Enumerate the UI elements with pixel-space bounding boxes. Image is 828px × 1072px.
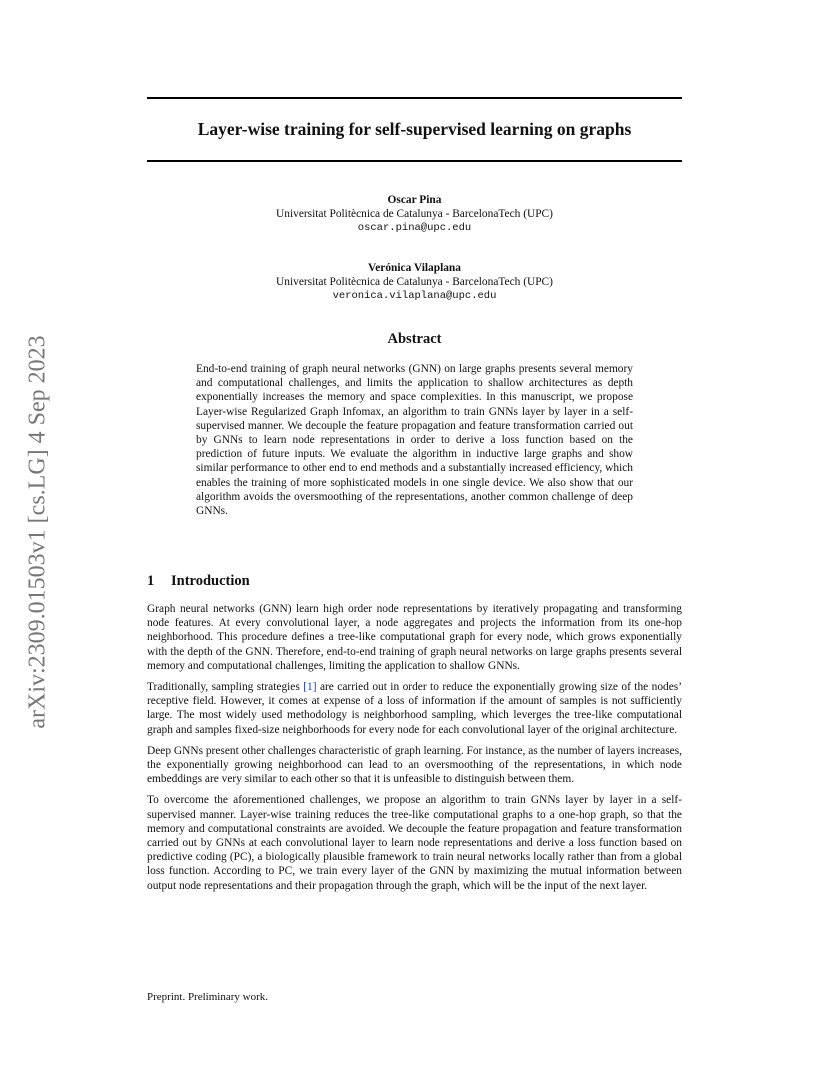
arxiv-sidebar-stamp: arXiv:2309.01503v1 [cs.LG] 4 Sep 2023 xyxy=(24,335,51,729)
author-name: Oscar Pina xyxy=(387,194,442,206)
author-block-2 xyxy=(147,261,682,303)
section-number: 1 xyxy=(147,573,155,589)
paragraph-text: Traditionally, sampling strategies xyxy=(147,681,304,694)
section-heading xyxy=(147,573,250,590)
paragraph-text: are carried out in order to reduce the exponentially growing size of the nodes’ receptive field. However, it comes at expense of a loss of information if the amount of samples is not sufficiently large. The most widely used methodology is neighborhood sampling, which leverges the tree-like computational graph and samples fixed-size neighborhoods for every node for each convolutional layer of the original architecture. xyxy=(147,681,683,736)
title-bottom-rule xyxy=(147,160,682,162)
author-affiliation: Universitat Politècnica de Catalunya - BarcelonaTech (UPC) xyxy=(276,276,553,288)
section-title: Introduction xyxy=(171,573,250,589)
footer-note: Preprint. Preliminary work. xyxy=(147,991,268,1003)
author-email[interactable]: oscar.pina@upc.edu xyxy=(357,222,472,234)
author-email[interactable]: veronica.vilaplana@upc.edu xyxy=(332,290,497,302)
paragraph: Graph neural networks (GNN) learn high order node representations by iteratively propagating and transforming node features. At every convolutional layer, a node aggregates and projects the information from its one-hop neighborhood. This procedure defines a tree-like computational graph for every node, which grows exponentially with the depth of the GNN. Therefore, end-to-end training of graph neural networks on large graphs presents several memory and computational challenges, limiting the application to shallow GNNs. xyxy=(147,603,682,672)
abstract-heading: Abstract xyxy=(387,331,442,347)
paragraph xyxy=(147,680,682,737)
paper-title: Layer-wise training for self-supervised learning on graphs xyxy=(197,119,632,139)
author-block-1 xyxy=(147,193,682,235)
paragraph: Deep GNNs present other challenges characteristic of graph learning. For instance, as the number of layers increases, the exponentially growing neighborhood can lead to an oversmoothing of the representations, in which node embeddings are very similar to each other so that it is unfeasible to distinguish between them. xyxy=(147,744,682,786)
abstract-text: End-to-end training of graph neural networks (GNN) on large graphs presents several memory and computational challenges, and limits the application to shallow architectures as depth exponentially increases the memory and space complexities. In this manuscript, we propose Layer-wise Regularized Graph Infomax, an algorithm to train GNNs layer by layer in a self-supervised manner. We decouple the feature propagation and feature transformation carried out by GNNs to learn node representations in order to derive a loss function based on the prediction of future inputs. We evaluate the algorithm in inductive large graphs and show similar performance to other end to end methods and a substantially increased efficiency, which enables the training of more sophisticated models in one single device. We also show that our algorithm avoids the oversmoothing of the representations, another common challenge of deep GNNs. xyxy=(196,363,633,518)
title-top-rule xyxy=(147,97,682,99)
author-affiliation: Universitat Politècnica de Catalunya - BarcelonaTech (UPC) xyxy=(276,208,553,220)
author-name: Verónica Vilaplana xyxy=(368,262,461,274)
citation-link[interactable]: [1] xyxy=(303,681,317,694)
paragraph: To overcome the aforementioned challenges, we propose an algorithm to train GNNs layer by layer in a self-supervised manner. Layer-wise training reduces the tree-like computational graphs to a one-hop graph, so that the memory and computational constraints are avoided. We decouple the feature propagation and feature transformation carried out by GNNs at each convolutional layer to learn node representations and derive a loss function based on predictive coding (PC), a biologically plausible framework to train neural networks locally rather than from a global loss function. According to PC, we train every layer of the GNN by maximizing the mutual information between output node representations and their propagation through the graph, which will be the input of the next layer. xyxy=(147,794,682,892)
section-body xyxy=(147,602,682,900)
